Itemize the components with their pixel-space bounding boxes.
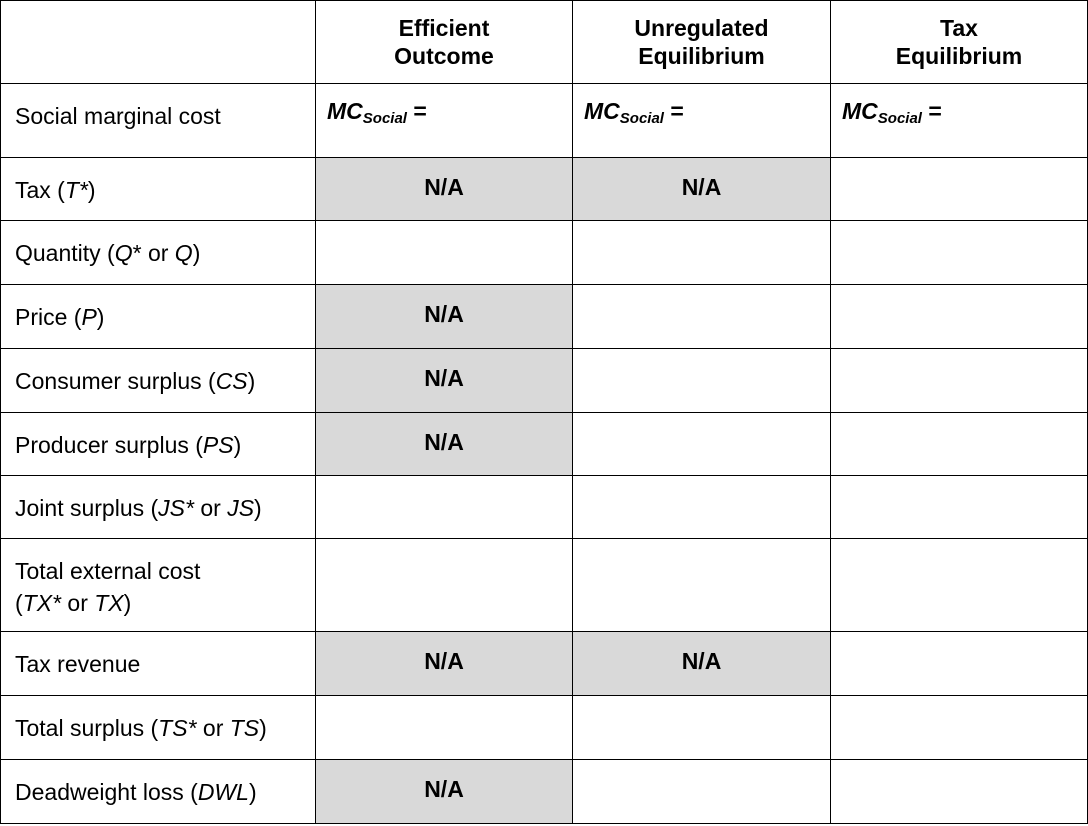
empty-cell (831, 413, 1088, 476)
empty-cell (831, 760, 1088, 824)
row-label: Tax revenue (1, 632, 316, 696)
header-empty-cell (1, 1, 316, 84)
na-cell: N/A (316, 349, 573, 413)
row-consumer-surplus (1, 349, 1088, 413)
empty-cell (831, 476, 1088, 539)
empty-cell (316, 476, 573, 539)
row-label: Producer surplus (PS) (1, 413, 316, 476)
row-producer-surplus (1, 413, 1088, 476)
row-social-marginal-cost (1, 84, 1088, 158)
row-total-surplus (1, 696, 1088, 760)
na-cell: N/A (316, 413, 573, 476)
empty-cell (831, 221, 1088, 285)
row-quantity (1, 221, 1088, 285)
row-label: Deadweight loss (DWL) (1, 760, 316, 824)
empty-cell (573, 476, 831, 539)
row-tax-revenue (1, 632, 1088, 696)
row-label: Social marginal cost (1, 84, 316, 158)
empty-cell (831, 539, 1088, 632)
na-cell: N/A (573, 632, 831, 696)
header-unregulated-equilibrium: Unregulated Equilibrium (573, 1, 831, 84)
row-joint-surplus (1, 476, 1088, 539)
na-cell: N/A (316, 158, 573, 221)
empty-cell (831, 632, 1088, 696)
empty-cell (573, 696, 831, 760)
empty-cell (831, 158, 1088, 221)
empty-cell (573, 760, 831, 824)
row-label: Price (P) (1, 285, 316, 349)
row-price (1, 285, 1088, 349)
row-label: Total surplus (TS* or TS) (1, 696, 316, 760)
mc-social-cell: $MC_{Social}$ = (573, 84, 831, 158)
row-label: Total external cost (TX* or TX) (1, 539, 316, 632)
row-tax (1, 158, 1088, 221)
empty-cell (573, 539, 831, 632)
mc-social-cell: $MC_{Social}$ = (316, 84, 573, 158)
empty-cell (316, 696, 573, 760)
header-row (1, 1, 1088, 84)
row-label: Tax (T*) (1, 158, 316, 221)
na-cell: N/A (316, 760, 573, 824)
empty-cell (831, 696, 1088, 760)
row-deadweight-loss (1, 760, 1088, 824)
empty-cell (573, 349, 831, 413)
na-cell: N/A (316, 285, 573, 349)
empty-cell (831, 349, 1088, 413)
row-label: Consumer surplus (CS) (1, 349, 316, 413)
na-cell: N/A (573, 158, 831, 221)
empty-cell (831, 285, 1088, 349)
mc-social-cell: $MC_{Social}$ = (831, 84, 1088, 158)
empty-cell (573, 221, 831, 285)
row-label: Joint surplus (JS* or JS) (1, 476, 316, 539)
row-total-external-cost (1, 539, 1088, 632)
header-tax-equilibrium: Tax Equilibrium (831, 1, 1088, 84)
empty-cell (573, 285, 831, 349)
header-efficient-outcome: Efficient Outcome (316, 1, 573, 84)
na-cell: N/A (316, 632, 573, 696)
empty-cell (316, 539, 573, 632)
empty-cell (316, 221, 573, 285)
empty-cell (573, 413, 831, 476)
row-label: Quantity (Q* or Q) (1, 221, 316, 285)
